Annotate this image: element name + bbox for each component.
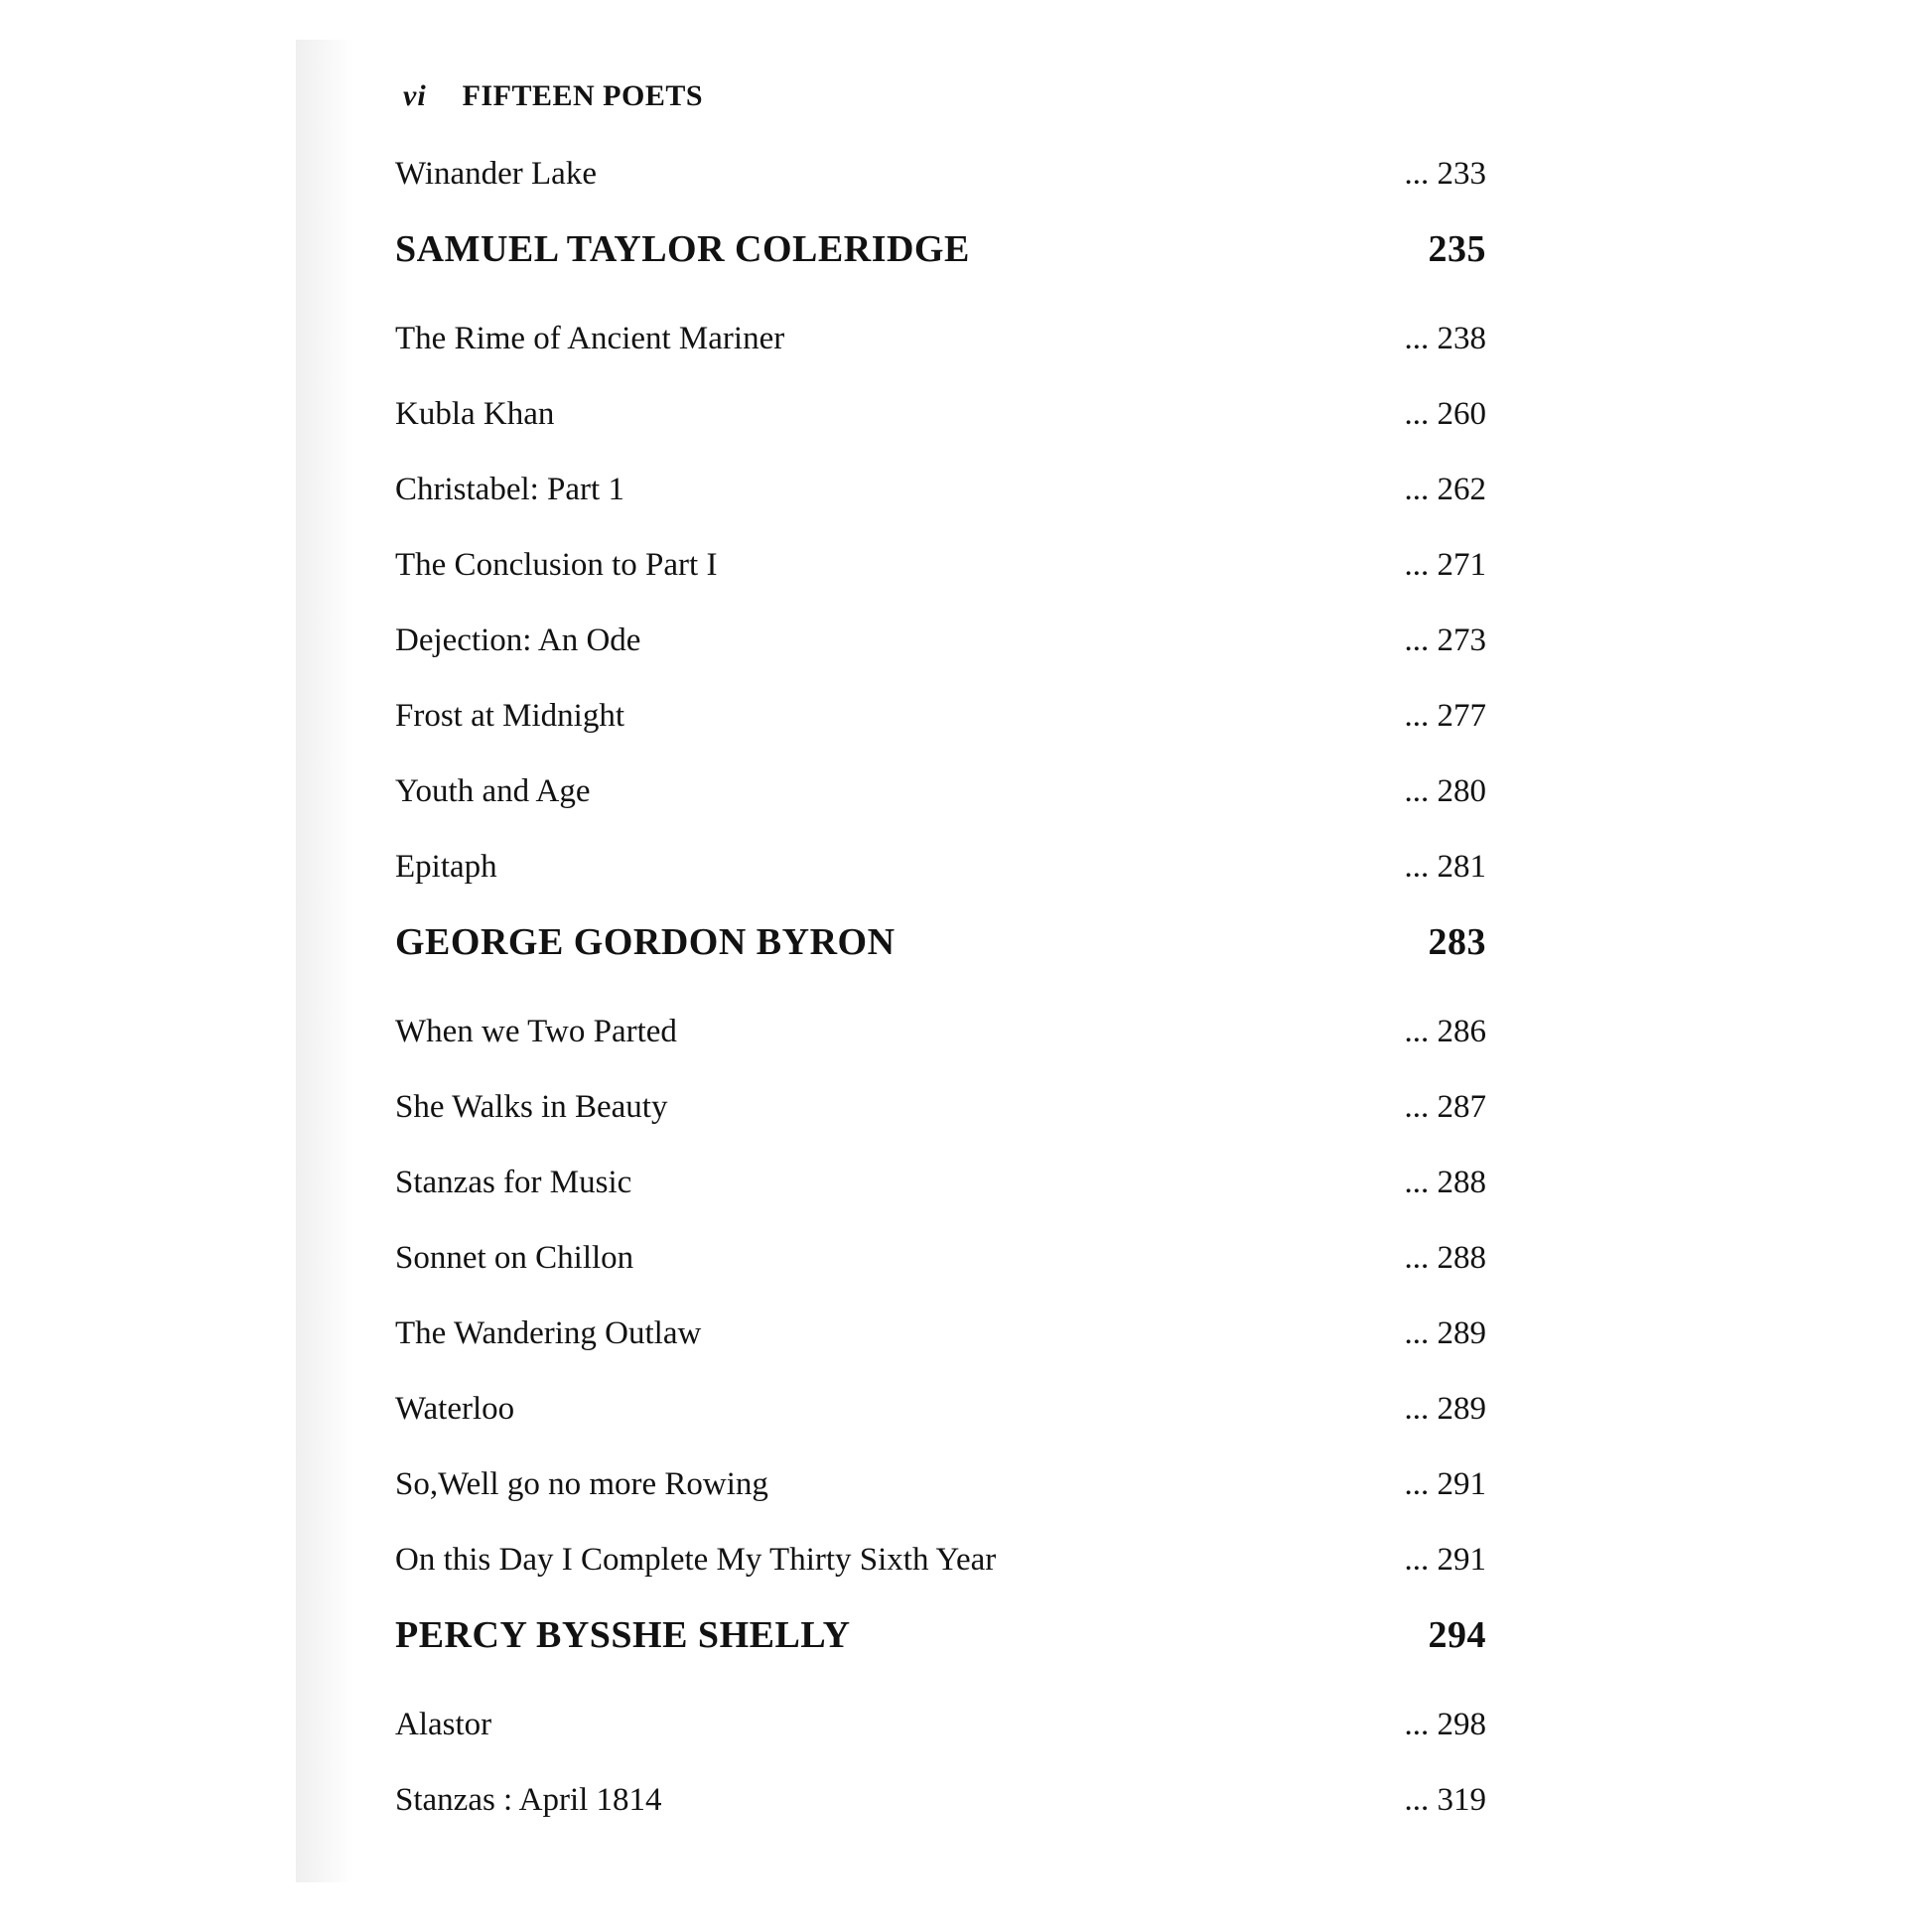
toc-entry-row xyxy=(395,136,1486,211)
toc-entry-row xyxy=(395,301,1486,376)
toc-entry-row xyxy=(395,1522,1486,1597)
toc-page-number: ... 289 xyxy=(1404,1390,1486,1427)
toc-page-number: ... 280 xyxy=(1404,772,1486,809)
toc-page-number: ... 281 xyxy=(1404,848,1486,885)
toc-entry-title: Dejection: An Ode xyxy=(395,621,641,658)
toc-entry-title: Stanzas : April 1814 xyxy=(395,1781,662,1818)
toc-entry-row xyxy=(395,1371,1486,1447)
toc-page-number: 294 xyxy=(1428,1614,1486,1656)
folio-page-number: vi xyxy=(403,79,427,112)
scan-shading-artifact xyxy=(296,40,353,1882)
toc-entry-row xyxy=(395,829,1486,904)
toc-entry-title: Christabel: Part 1 xyxy=(395,471,624,507)
toc-entry-title: On this Day I Complete My Thirty Sixth Year xyxy=(395,1541,997,1578)
toc-page-number: ... 291 xyxy=(1404,1465,1486,1502)
toc-content xyxy=(395,0,1486,1932)
toc-page-number: ... 277 xyxy=(1404,697,1486,734)
toc-entry-row xyxy=(395,452,1486,527)
toc-entry-title: The Wandering Outlaw xyxy=(395,1314,702,1351)
toc-page-number: 283 xyxy=(1428,921,1486,963)
toc-page-number: 235 xyxy=(1428,228,1486,270)
toc-entry-title: Youth and Age xyxy=(395,772,591,809)
toc-page-number: ... 319 xyxy=(1404,1781,1486,1818)
toc-entry-title: She Walks in Beauty xyxy=(395,1088,668,1125)
toc-page-number: ... 298 xyxy=(1404,1706,1486,1742)
toc-entry-title: Epitaph xyxy=(395,848,497,885)
toc-page-number: ... 262 xyxy=(1404,471,1486,507)
toc-section-row xyxy=(395,904,1486,980)
toc-entry-title: The Rime of Ancient Mariner xyxy=(395,320,785,356)
toc-entry-title: Winander Lake xyxy=(395,155,597,192)
toc-entry-row xyxy=(395,603,1486,678)
toc-page-number: ... 260 xyxy=(1404,395,1486,432)
toc-entry-row xyxy=(395,376,1486,452)
toc-entry-title: Kubla Khan xyxy=(395,395,555,432)
page-header xyxy=(403,59,1486,134)
toc-entry-title: So,Well go no more Rowing xyxy=(395,1465,768,1502)
toc-entry-title: Stanzas for Music xyxy=(395,1164,632,1200)
toc-entry-title: Frost at Midnight xyxy=(395,697,625,734)
toc-entry-row xyxy=(395,1069,1486,1145)
toc-page-number: ... 288 xyxy=(1404,1164,1486,1200)
toc-page-number: ... 238 xyxy=(1404,320,1486,356)
toc-entry-row xyxy=(395,1220,1486,1296)
toc-page-number: ... 291 xyxy=(1404,1541,1486,1578)
running-book-title: FIFTEEN POETS xyxy=(462,79,704,112)
toc-entry-title: Alastor xyxy=(395,1706,492,1742)
toc-entry-row xyxy=(395,1762,1486,1838)
toc-entry-row xyxy=(395,754,1486,829)
toc-entry-row xyxy=(395,1296,1486,1371)
toc-section-title: PERCY BYSSHE SHELLY xyxy=(395,1614,851,1656)
toc-entry-row xyxy=(395,678,1486,754)
toc-page-number: ... 233 xyxy=(1404,155,1486,192)
toc-section-title: GEORGE GORDON BYRON xyxy=(395,921,896,963)
toc-page-number: ... 273 xyxy=(1404,621,1486,658)
toc-page-number: ... 288 xyxy=(1404,1239,1486,1276)
toc-entry-row xyxy=(395,1447,1486,1522)
toc-page-number: ... 286 xyxy=(1404,1013,1486,1049)
toc-entry-row xyxy=(395,527,1486,603)
toc-entry-title: The Conclusion to Part I xyxy=(395,546,718,583)
toc-entry-row xyxy=(395,1145,1486,1220)
toc-section-row xyxy=(395,211,1486,287)
toc-page-number: ... 289 xyxy=(1404,1314,1486,1351)
toc-section-title: SAMUEL TAYLOR COLERIDGE xyxy=(395,228,970,270)
toc-entry-row xyxy=(395,994,1486,1069)
toc-entry-title: When we Two Parted xyxy=(395,1013,677,1049)
toc-section-row xyxy=(395,1597,1486,1673)
toc-page-number: ... 287 xyxy=(1404,1088,1486,1125)
toc-entry-title: Sonnet on Chillon xyxy=(395,1239,634,1276)
toc-entry-row xyxy=(395,1687,1486,1762)
toc-page-number: ... 271 xyxy=(1404,546,1486,583)
toc-entry-title: Waterloo xyxy=(395,1390,515,1427)
